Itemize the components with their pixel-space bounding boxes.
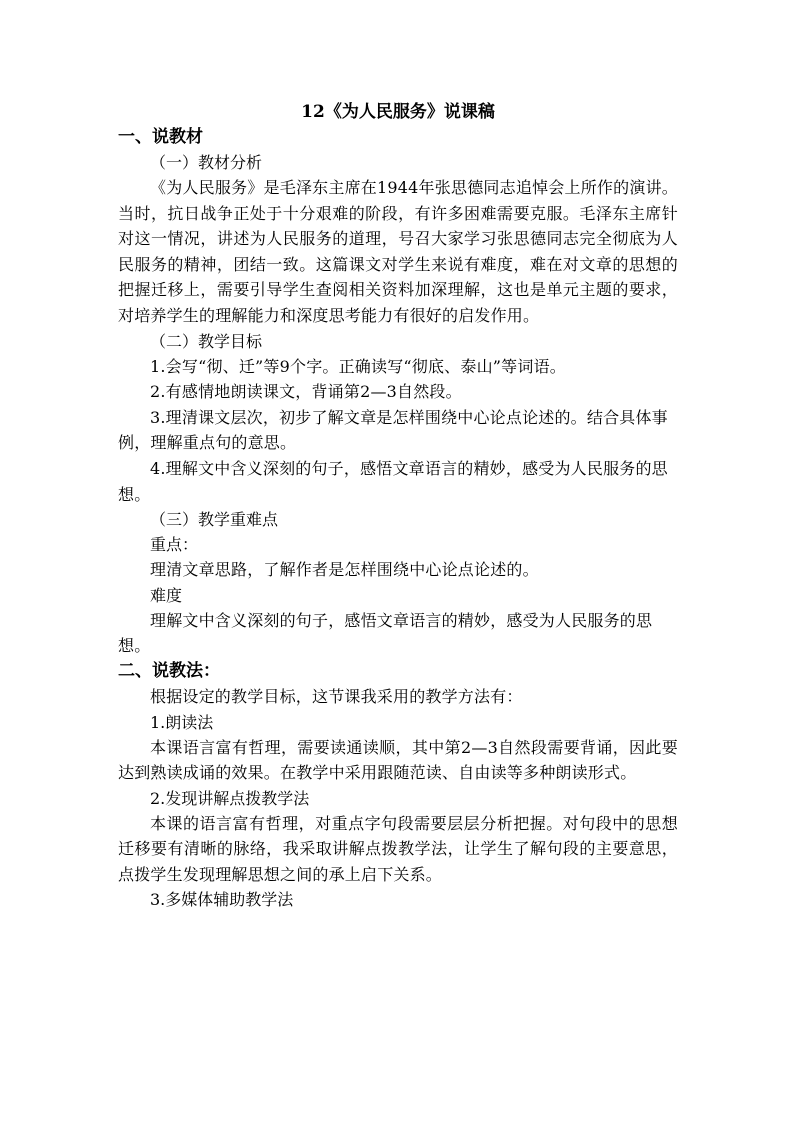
methods-intro: 根据设定的教学目标，这节课我采用的教学方法有： [150,686,523,706]
subheading-teaching-goals: （二）教学目标 [150,331,263,351]
key-point-label: 重点： [150,535,199,555]
section-heading-teaching-methods: 二、说教法： [118,660,220,681]
paragraph-textbook-analysis: 《为人民服务》是毛泽东主席在1944年张思德同志追悼会上所作的演讲。当时，抗日战争正处于十分艰难的阶段，有许多困难需要克服。毛泽东主席针对这一情况，讲述为人民服务的道理，号召大家学习张思德同志完全彻底为人民服务的精神，团结一致。这篇课文对学生来说有难度，难在对文章的思想的把握迁移上，需要引导学生查阅相关资料加深理解，这也是单元主题的要求，对培养学生的理解能力和深度思考能力有很好的启发作用。 [118,178,678,325]
subheading-key-difficult-points: （三）教学重难点 [150,510,279,530]
method-heading-reading: 1.朗读法 [150,712,214,732]
goal-item-3: 3.理清课文层次，初步了解文章是怎样围绕中心论点论述的。结合具体事例，理解重点句的意思。 [118,407,668,453]
method-heading-explanation: 2.发现讲解点拨教学法 [150,788,310,808]
method-text-reading: 本课语言富有哲理，需要读通读顺，其中第2—3自然段需要背诵，因此要达到熟读成诵的效果。在教学中采用跟随范读、自由读等多种朗读形式。 [118,737,678,783]
goal-item-4: 4.理解文中含义深刻的句子，感悟文章语言的精妙，感受为人民服务的思想。 [118,458,668,504]
method-text-explanation: 本课的语言富有哲理，对重点字句段需要层层分析把握。对句段中的思想迁移要有清晰的脉络，我采取讲解点拨教学法，让学生了解句段的主要意思，点拨学生发现理解思想之间的承上启下关系。 [118,813,678,884]
document-title: 12《为人民服务》说课稿 [301,102,495,122]
subheading-textbook-analysis: （一）教材分析 [150,153,263,172]
difficulty-text: 理解文中含义深刻的句子，感悟文章语言的精妙，感受为人民服务的思想。 [118,610,653,656]
method-heading-multimedia: 3.多媒体辅助教学法 [150,890,294,910]
section-heading-textbook: 一、说教材 [118,127,203,147]
document-page [118,99,678,912]
goal-item-1: 1.会写“彻、迁”等9个字。正确读写“彻底、泰山”等词语。 [150,356,566,376]
goal-item-2: 2.有感情地朗读课文，背诵第2—3自然段。 [150,382,462,402]
difficulty-label: 难度 [150,585,183,605]
key-point-text: 理清文章思路，了解作者是怎样围绕中心论点论述的。 [150,560,539,580]
